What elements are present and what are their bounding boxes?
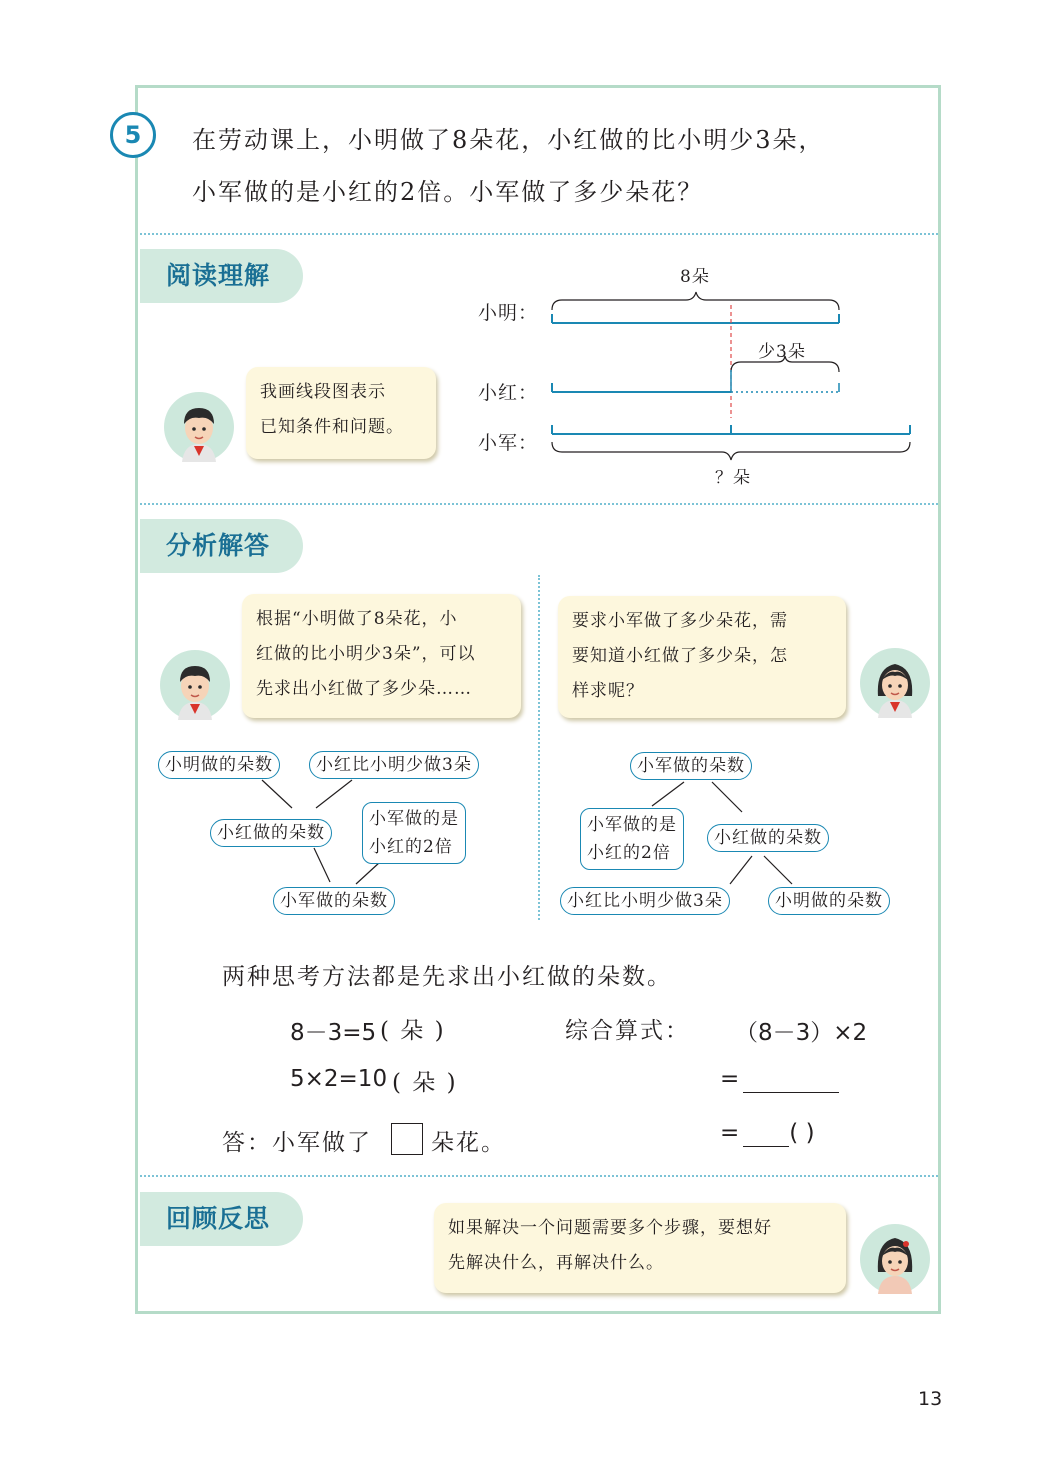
step1-equation: 8－3=5 bbox=[290, 1020, 377, 1046]
speech-bubble-analysis-left bbox=[242, 594, 521, 718]
speech-bubble-analysis-right bbox=[558, 596, 846, 718]
row-label-xiaojun: 小军： bbox=[478, 432, 539, 454]
page-number: 13 bbox=[918, 1388, 943, 1410]
girl-avatar-icon bbox=[860, 1224, 930, 1294]
section-tag-analysis: 分析解答 bbox=[140, 519, 303, 573]
label-question-flowers: ？朵 bbox=[715, 468, 751, 488]
bubble-line: 根据“小明做了8朵花，小 bbox=[256, 609, 458, 629]
problem-number-badge: 5 bbox=[110, 112, 156, 158]
bubble-line: 先求出小红做了多少朵…… bbox=[256, 679, 472, 699]
section-divider bbox=[140, 233, 938, 235]
problem-text-line2: 小军做的是小红的2倍。小军做了多少朵花？ bbox=[192, 178, 704, 206]
tree-left-node-xiaoming-count: 小明做的朵数 bbox=[158, 751, 280, 779]
tree-right-node-xiaohong-count: 小红做的朵数 bbox=[707, 824, 829, 852]
equals-sign bbox=[720, 1066, 839, 1093]
row-label-xiaohong: 小红： bbox=[478, 382, 539, 404]
node-line: 小军做的是 bbox=[369, 809, 459, 829]
answer-blank-2[interactable] bbox=[743, 1120, 789, 1147]
answer-blank-1[interactable] bbox=[743, 1066, 839, 1093]
boy-avatar-icon bbox=[160, 650, 230, 720]
row-label-xiaoming: 小明： bbox=[478, 302, 539, 324]
bubble-line: 样求呢？ bbox=[572, 681, 644, 701]
step2-unit: ( 朵 ) bbox=[392, 1070, 458, 1096]
section-tag-review: 回顾反思 bbox=[140, 1192, 303, 1246]
equals-sign bbox=[720, 1120, 815, 1147]
answer-prefix: 答：小军做了 bbox=[222, 1130, 372, 1156]
node-line: 小红的2倍 bbox=[587, 843, 671, 863]
bubble-line: 如果解决一个问题需要多个步骤，要想好 bbox=[448, 1218, 772, 1238]
tree-left-node-xiaohong-count: 小红做的朵数 bbox=[210, 819, 332, 847]
bubble-line: 先解决什么，再解决什么。 bbox=[448, 1253, 664, 1273]
problem-text-line1: 在劳动课上，小明做了8朵花，小红做的比小明少3朵， bbox=[192, 126, 825, 154]
tree-right-node-xiaohong-less: 小红比小明少做3朵 bbox=[560, 887, 730, 915]
section-divider bbox=[140, 1175, 938, 1177]
tree-left-node-double bbox=[362, 802, 466, 864]
bubble-line: 要求小军做了多少朵花，需 bbox=[572, 611, 788, 631]
answer-box[interactable] bbox=[391, 1123, 423, 1155]
girl-avatar-icon bbox=[860, 648, 930, 718]
tree-right-node-xiaojun-count: 小军做的朵数 bbox=[630, 752, 752, 780]
label-8-flowers: 8朵 bbox=[680, 267, 710, 287]
tree-left-node-xiaohong-less: 小红比小明少做3朵 bbox=[309, 751, 479, 779]
answer-suffix: 朵花。 bbox=[431, 1130, 506, 1156]
step2-equation: 5×2=10 bbox=[290, 1066, 388, 1092]
combined-expression: （8－3）×2 bbox=[735, 1020, 868, 1046]
label-less-3: 少3朵 bbox=[758, 342, 806, 362]
tree-right-node-double bbox=[580, 808, 684, 870]
step1-unit: ( 朵 ) bbox=[380, 1018, 446, 1044]
eq-char: = bbox=[720, 1120, 740, 1146]
column-divider bbox=[538, 575, 540, 920]
node-line: 小军做的是 bbox=[587, 815, 677, 835]
node-line: 小红的2倍 bbox=[369, 837, 453, 857]
bubble-line: 已知条件和问题。 bbox=[260, 417, 404, 437]
section-tag-reading: 阅读理解 bbox=[140, 249, 303, 303]
speech-bubble-reading bbox=[246, 367, 436, 459]
tree-left-node-xiaojun-count: 小军做的朵数 bbox=[273, 887, 395, 915]
combined-label: 综合算式： bbox=[565, 1018, 690, 1044]
eq-char: = bbox=[720, 1066, 740, 1092]
unit-parentheses: ( ) bbox=[789, 1120, 815, 1146]
solution-summary: 两种思考方法都是先求出小红做的朵数。 bbox=[222, 964, 672, 990]
bubble-line: 要知道小红做了多少朵，怎 bbox=[572, 646, 788, 666]
speech-bubble-review bbox=[434, 1203, 846, 1293]
section-divider bbox=[140, 503, 938, 505]
tree-right-node-xiaoming-count: 小明做的朵数 bbox=[768, 887, 890, 915]
bubble-line: 我画线段图表示 bbox=[260, 382, 386, 402]
boy-avatar-icon bbox=[164, 392, 234, 462]
bubble-line: 红做的比小明少3朵”，可以 bbox=[256, 644, 476, 664]
